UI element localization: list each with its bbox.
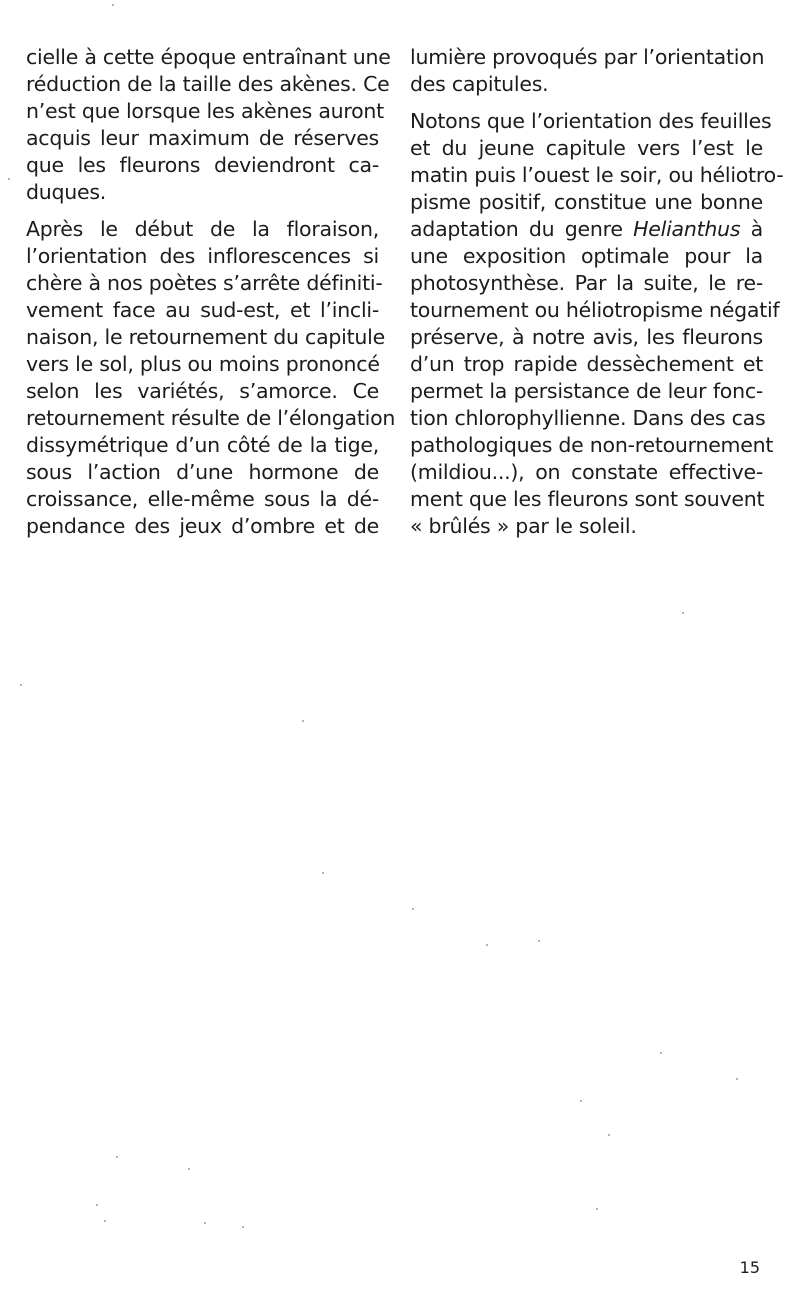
text-line: pathologiques de non-retournement: [410, 433, 774, 457]
scan-speck: [486, 944, 488, 946]
scan-speck: [104, 1220, 106, 1222]
text-line: ment que les fleurons sont souvent: [410, 487, 765, 511]
paragraph-gap: [26, 206, 379, 216]
scan-speck: [538, 940, 540, 942]
text-line: naison, le retournement du capitule: [26, 325, 385, 349]
paragraph: [26, 44, 391, 206]
text-line: cielle à cette époque entraînant une: [26, 45, 391, 69]
text-line: que les fleurons deviendront ca-: [26, 153, 379, 177]
scan-speck: [580, 1100, 582, 1102]
page-number: 15: [739, 1258, 760, 1277]
scan-speck: [412, 908, 414, 910]
text-line: des capitules.: [410, 72, 549, 96]
text-line: tion chlorophyllienne. Dans des cas: [410, 406, 766, 430]
scan-speck: [204, 1222, 206, 1224]
text-line: selon les variétés, s’amorce. Ce: [26, 379, 379, 403]
text-line: chère à nos poètes s’arrête définiti-: [26, 271, 383, 295]
text-line: croissance, elle-même sous la dé-: [26, 487, 379, 511]
scan-speck: [596, 1208, 598, 1210]
text-line: une exposition optimale pour la: [410, 244, 763, 268]
scan-speck: [736, 1078, 738, 1080]
text-line: n’est que lorsque les akènes auront: [26, 99, 384, 123]
scan-speck: [660, 1052, 662, 1054]
text-line: sous l’action d’une hormone de: [26, 460, 379, 484]
paragraph: [410, 44, 763, 98]
text-line: « brûlés » par le soleil.: [410, 514, 637, 538]
text-line: Après le début de la floraison,: [26, 217, 379, 241]
text-line: réduction de la taille des akènes. Ce: [26, 72, 390, 96]
text-line: lumière provoqués par l’orientation: [410, 45, 765, 69]
text-line: d’un trop rapide dessèchement et: [410, 352, 763, 376]
genus-name-italic: Helianthus: [633, 217, 741, 241]
paragraph-gap: [410, 98, 763, 108]
scan-speck: [302, 720, 304, 722]
text-line: matin puis l’ouest le soir, ou héliotro-: [410, 163, 784, 187]
text-line: pisme positif, constitue une bonne: [410, 190, 763, 214]
text-line: retournement résulte de l’élongation: [26, 406, 396, 430]
text-line: l’orientation des inflorescences si: [26, 244, 379, 268]
scan-speck: [682, 612, 684, 614]
scan-speck: [608, 1134, 610, 1136]
text-fragment: à: [750, 217, 763, 241]
scan-speck: [322, 872, 324, 874]
text-line-with-italic: [410, 216, 763, 243]
text-line: acquis leur maximum de réserves: [26, 126, 379, 150]
text-line: permet la persistance de leur fonc-: [410, 379, 763, 403]
text-line: duques.: [26, 180, 107, 204]
scan-speck: [116, 1156, 118, 1158]
scan-speck: [8, 178, 10, 180]
text-line: préserve, à notre avis, les fleurons: [410, 325, 763, 349]
text-fragment: adaptation du genre: [410, 217, 623, 241]
scan-speck: [96, 1204, 98, 1206]
scan-speck: [20, 684, 22, 686]
right-text-column: [410, 44, 784, 540]
scan-speck: [188, 1168, 190, 1170]
left-text-column: [26, 44, 396, 540]
scan-speck: [242, 1226, 244, 1228]
text-line: pendance des jeux d’ombre et de: [26, 514, 379, 538]
text-line: (mildiou...), on constate effective-: [410, 460, 763, 484]
paragraph: [410, 108, 784, 540]
text-line: tournement ou héliotropisme négatif: [410, 298, 780, 322]
text-line: vers le sol, plus ou moins prononcé: [26, 352, 380, 376]
text-line: vement face au sud-est, et l’incli-: [26, 298, 379, 322]
scan-speck: [112, 4, 114, 6]
text-line: et du jeune capitule vers l’est le: [410, 136, 763, 160]
paragraph: [26, 216, 396, 540]
text-line: Notons que l’orientation des feuilles: [410, 109, 772, 133]
text-line: dissymétrique d’un côté de la tige,: [26, 433, 379, 457]
text-line: photosynthèse. Par la suite, le re-: [410, 271, 763, 295]
